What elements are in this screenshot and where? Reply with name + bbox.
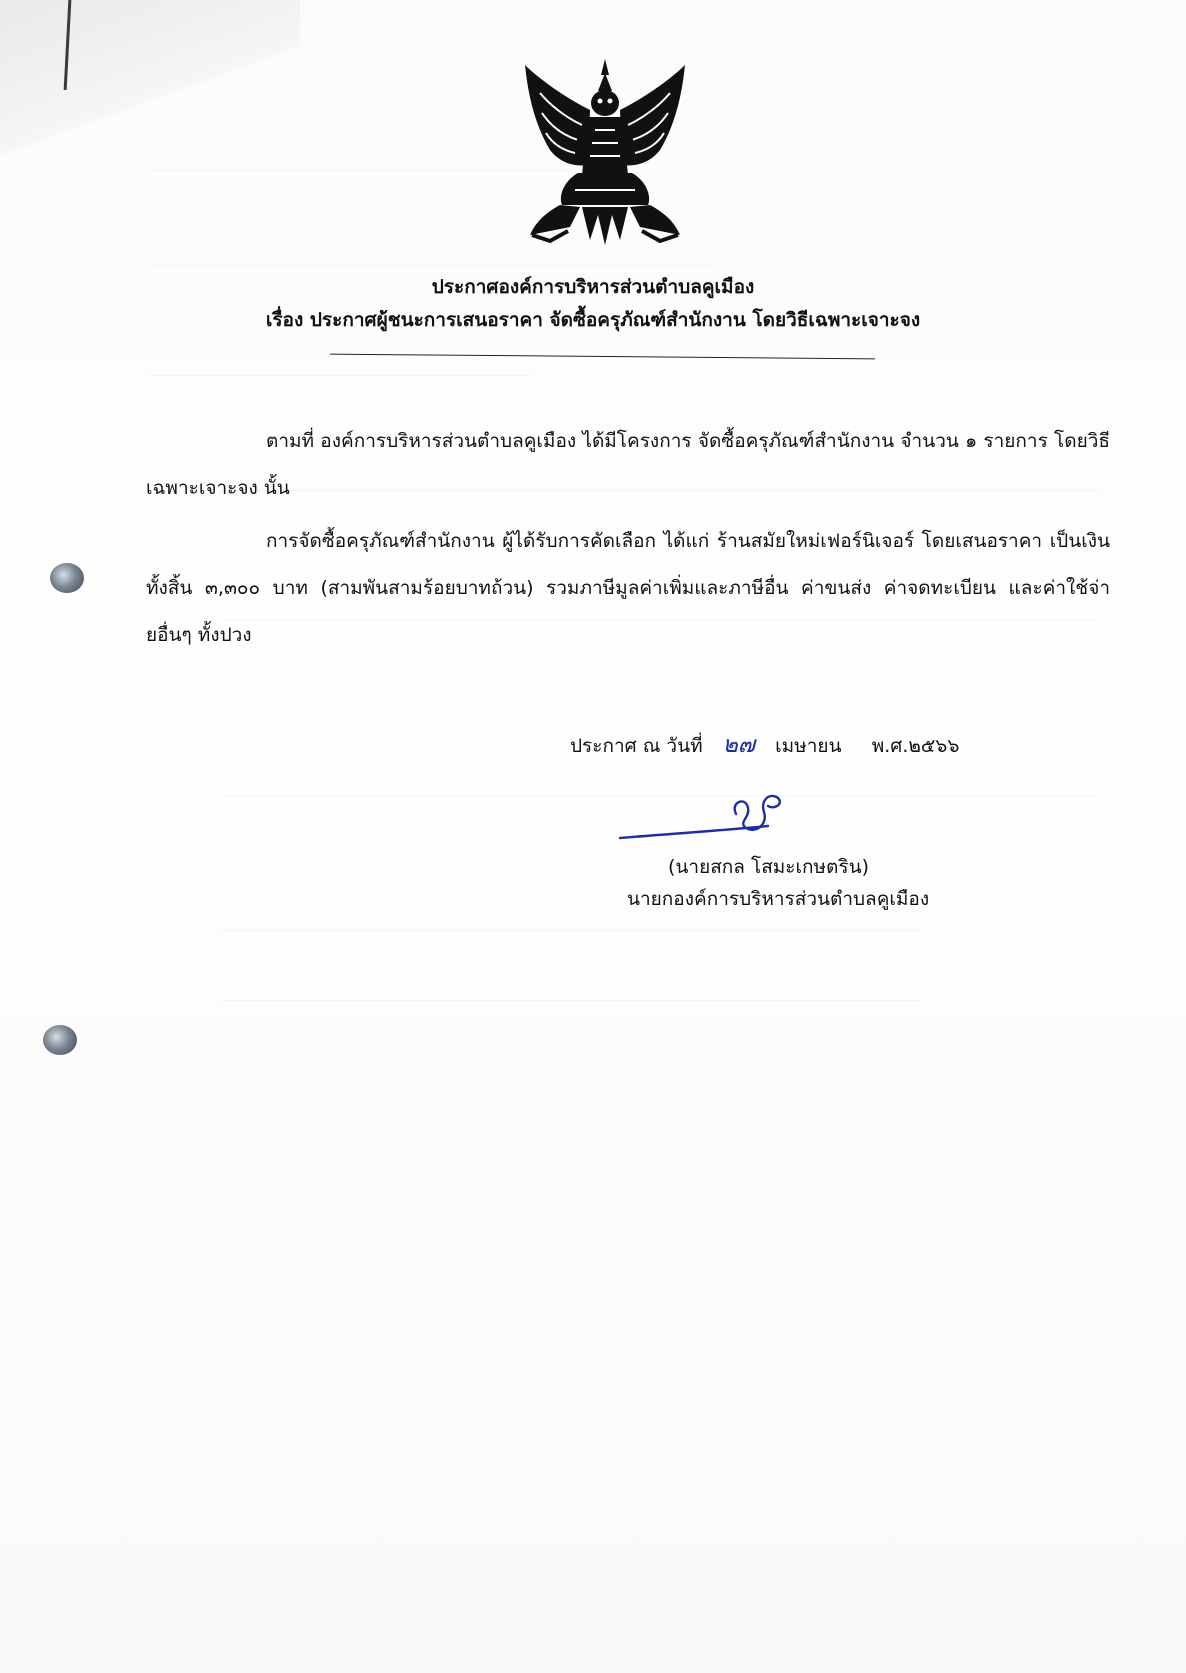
announcement-date xyxy=(570,727,959,763)
handwritten-signature xyxy=(618,788,818,848)
handwritten-day: ๒๗ xyxy=(722,732,756,758)
folded-corner-shadow xyxy=(0,0,300,170)
bleed-through-line xyxy=(150,265,710,266)
punch-hole xyxy=(50,563,84,593)
signatory-title: นายกองค์การบริหารส่วนตำบลคูเมือง xyxy=(627,888,930,910)
punch-hole xyxy=(43,1025,77,1055)
bleed-through-line xyxy=(150,170,570,171)
paragraph-project: ตามที่ องค์การบริหารส่วนตำบลคูเมือง ได้มีโครงการ จัดซื้อครุภัณฑ์สำนักงาน จำนวน ๑ รายการ โดยวิธีเฉพาะเจาะจง นั้น xyxy=(146,430,1110,499)
paragraph-winner: การจัดซื้อครุภัณฑ์สำนักงาน ผู้ได้รับการคัดเลือก ได้แก่ ร้านสมัยใหม่เฟอร์นิเจอร์ โดยเสนอราคา เป็นเงินทั้งสิ้น ๓,๓๐๐ บาท (สามพันสามร้อยบาทถ้วน) รวมภาษีมูลค่าเพิ่มและภาษีอื่น ค่าขนส่ง ค่าจดทะเบียน และค่าใช้จ่ายอื่นๆ ทั้งปวง xyxy=(146,530,1110,646)
signatory-name: (นายสกล โสมะเกษตริน) xyxy=(668,856,869,878)
announcement-title: ประกาศองค์การบริหารส่วนตำบลคูเมือง xyxy=(431,276,755,298)
bleed-through-line xyxy=(150,375,530,376)
garuda-emblem-icon xyxy=(520,55,690,255)
date-year: พ.ศ.๒๕๖๖ xyxy=(871,735,960,757)
date-month: เมษายน xyxy=(775,735,842,757)
announcement-subject: เรื่อง ประกาศผู้ชนะการเสนอราคา จัดซื้อครุภัณฑ์สำนักงาน โดยวิธีเฉพาะเจาะจง xyxy=(265,309,921,331)
title-underline xyxy=(330,354,875,360)
bleed-through-line xyxy=(220,1000,920,1001)
bleed-through-line xyxy=(220,930,920,931)
date-prefix: ประกาศ ณ วันที่ xyxy=(570,735,703,757)
